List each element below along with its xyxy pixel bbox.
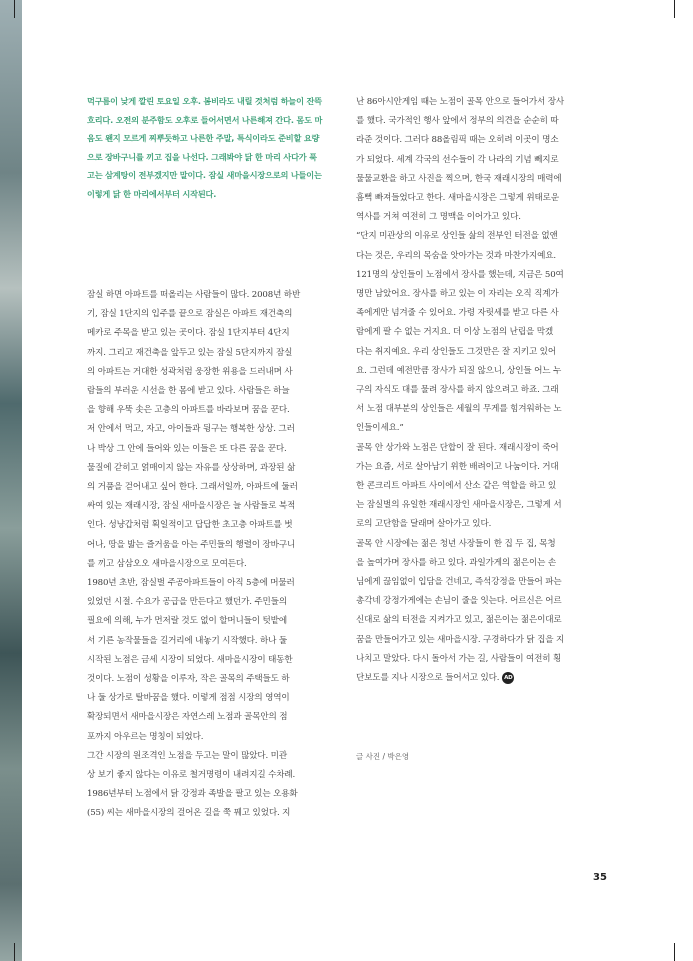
body-line: 1980년 초반, 잠실벌 주공아파트들이 아직 5층에 머물러 <box>87 578 295 589</box>
body-line: 물질에 갇히고 얽매이지 않는 자유를 상상하며, 과장된 삶 <box>87 462 296 473</box>
crop-mark-top-left <box>14 0 15 18</box>
lead-line: 으로 장바구니를 끼고 집을 나선다. 그래봐야 닭 한 마리 사다가 푹 <box>87 151 317 162</box>
body-line: 난 86아시안게임 때는 노점이 골목 안으로 들어가서 장사 <box>356 97 565 107</box>
body-line: 포까지 아우르는 명칭이 되었다. <box>87 731 204 742</box>
body-line: 구의 자식도 대를 물려 장사를 하지 않으려고 하죠. 그래 <box>356 385 559 396</box>
body-line: 신대로 삶의 터전을 지켜가고 있고, 젊은이는 젊은이대로 <box>356 615 562 626</box>
body-line: 총각네 강정가게에는 손님이 줄을 잇는다. 어르신은 어르 <box>356 596 562 607</box>
body-line: 요. 그런데 예전만큼 장사가 되질 않으니, 상인들 어느 누 <box>356 365 562 376</box>
body-line: 121명의 상인들이 노점에서 장사를 했는데, 지금은 50여 <box>356 269 564 280</box>
body-line: 한 콘크리트 아파트 사이에서 산소 같은 역할을 하고 있 <box>356 481 556 492</box>
body-line: 다는 것은, 우리의 목숨을 앗아가는 것과 마찬가지예요. <box>356 250 556 261</box>
author-credit: 글 사진 / 박은영 <box>356 752 410 761</box>
body-line: 까지. 그리고 재건축을 앞두고 있는 잠실 5단지까지 잠실 <box>87 347 293 358</box>
lead-line: 흐리다. 오전의 분주함도 오후로 들어서면서 나른해져 간다. 몸도 마 <box>87 114 323 125</box>
body-line: 을 향해 우뚝 솟은 고층의 아파트를 바라보며 꿈을 꾼다. <box>87 405 290 416</box>
body-line: 는 잠실벌의 유일한 재래시장인 새마을시장은, 그렇게 서 <box>356 500 562 511</box>
body-line: 가 되었다. 세계 각국의 선수들이 각 나라의 기념 뻬지로 <box>356 154 559 165</box>
body-line: (55) 씨는 새마을시장의 걸어온 길을 쭉 꿰고 있었다. 지 <box>87 808 291 819</box>
body-line: 흠뻑 빠져들었다고 한다. 새마을시장은 그렇게 위태로운 <box>356 193 559 204</box>
body-line: 싸여 있는 재래시장, 잠실 새마을시장은 늘 사람들로 북적 <box>87 501 296 512</box>
body-line: 나 박상 그 안에 들어와 있는 이들은 또 다른 꿈을 꾼다. <box>87 443 287 454</box>
body-line: 의 아파트는 거대한 성곽처럼 웅장한 위용을 드러내며 사 <box>87 366 293 377</box>
body-line: “단지 미관상의 이유로 상인들 삶의 전부인 터전을 없앤 <box>356 231 558 242</box>
body-line: 확장되면서 새마을시장은 자연스레 노점과 골목안의 점 <box>87 712 288 723</box>
body-line: 의 거품을 걷어내고 싶어 한다. 그래서일까, 아파트에 둘러 <box>87 482 298 493</box>
body-line: 가는 요즘, 서로 살아남기 위한 배려이고 나눔이다. 거대 <box>356 461 559 472</box>
crop-mark-bottom-left <box>14 943 15 961</box>
body-line: 람들의 부러운 시선을 한 몸에 받고 있다. 사람들은 하늘 <box>87 386 290 397</box>
body-line: 서 노점 대부분의 상인들은 세월의 무게를 힘겨워하는 노 <box>356 404 562 415</box>
lead-paragraph <box>87 92 349 204</box>
body-line: 골목 안 상가와 노점은 단합이 잘 된다. 재래시장이 죽어 <box>356 442 559 453</box>
body-line: 로의 고단함을 달래며 살아가고 있다. <box>356 519 492 530</box>
right-column <box>356 93 617 688</box>
body-line: 꿈을 만들어가고 있는 새마을시장. 구경하다가 닭 집을 지 <box>356 634 565 645</box>
body-line: 나 둘 상가로 탈바꿈을 했다. 이렇게 점점 시장의 영역이 <box>87 693 290 704</box>
body-line: 골목 안 시장에는 젊은 청년 사장들이 한 집 두 집, 목청 <box>356 538 556 549</box>
body-line: 족에게만 넘겨줄 수 있어요. 가령 자릿세를 받고 다른 사 <box>356 308 559 319</box>
left-column <box>87 286 349 824</box>
body-line: 잠실 하면 아파트를 떠올리는 사람들이 많다. 2008년 하반 <box>87 290 301 300</box>
body-line: 서 기른 농작물들을 길거리에 내놓기 시작했다. 하나 둘 <box>87 635 287 646</box>
body-line-text: 단보도를 지나 시장으로 들어서고 있다. <box>356 673 500 684</box>
body-line: 를 끼고 삼삼오오 새마을시장으로 모여든다. <box>87 558 247 569</box>
body-line: 님에게 끊임없이 입담을 건네고, 즉석강정을 만들어 파는 <box>356 577 562 588</box>
body-line: 기, 잠실 1단지의 입주를 끝으로 잠실은 아파트 재건축의 <box>87 309 293 320</box>
side-photo-strip <box>0 0 22 961</box>
crop-mark-bottom-right <box>674 943 675 961</box>
lead-line: 고는 삼계탕이 전부겠지만 말이다. 잠실 새마을시장으로의 나들이는 <box>87 170 322 181</box>
body-line: 람에게 팔 수 없는 거지요. 더 이상 노점의 난립을 막겠 <box>356 327 554 338</box>
lead-line: 음도 왠지 모르게 찌뿌듯하고 나른한 주말, 특식이라도 준비할 요량 <box>87 133 320 144</box>
body-line: 있었던 시절. 수요가 공급을 만든다고 했던가. 주민들의 <box>87 597 287 608</box>
lead-line: 먹구름이 낮게 깔린 토요일 오후. 봄비라도 내릴 것처럼 하늘이 잔뜩 <box>87 96 322 106</box>
body-line: 을 높여가며 장사를 하고 있다. 과일가게의 젊은이는 손 <box>356 557 556 568</box>
body-line: 를 했다. 국가적인 행사 앞에서 정부의 의견을 순순히 따 <box>356 116 559 127</box>
body-line: 저 안에서 먹고, 자고, 아이들과 뒹구는 행복한 상상. 그러 <box>87 424 295 435</box>
body-line: 다는 취지예요. 우리 상인들도 그것만은 잘 지키고 있어 <box>356 346 556 357</box>
body-line: 상 보기 좋지 않다는 이유로 철거명령이 내려지길 수차례. <box>87 770 296 781</box>
body-line: 나치고 말았다. 다시 돌아서 가는 길, 사람들이 여전히 횡 <box>356 653 562 664</box>
body-line: 시작된 노점은 금세 시장이 되었다. 새마을시장이 태동한 <box>87 654 293 665</box>
body-line: 메카로 주목을 받고 있는 곳이다. 잠실 1단지부터 4단지 <box>87 328 290 339</box>
body-line: 인다. 성냥갑처럼 획일적이고 답답한 초고층 아파트를 벗 <box>87 520 293 531</box>
body-line: 그간 시장의 원조격인 노점을 두고는 말이 많았다. 미관 <box>87 750 287 761</box>
body-line: 1986년부터 노점에서 닭 강정과 족발을 팔고 있는 오용화 <box>87 789 298 800</box>
lead-line: 이렇게 닭 한 마리에서부터 시작된다. <box>87 188 217 199</box>
body-line: 어나, 땅을 밟는 즐거움을 아는 주민들의 행렬이 장바구니 <box>87 539 296 550</box>
body-line: 명만 남았어요. 장사를 하고 있는 이 자리는 오직 직계가 <box>356 289 559 300</box>
body-line <box>356 669 617 688</box>
end-mark-icon: AD <box>502 672 514 684</box>
body-line: 라준 것이다. 그러다 88올림픽 때는 오히려 이곳이 명소 <box>356 135 559 146</box>
body-line: 것이다. 노점이 성황을 이루자, 작은 골목의 주택들도 하 <box>87 674 290 685</box>
page-number: 35 <box>593 872 607 883</box>
crop-mark-top-right <box>674 0 675 18</box>
body-line: 필요에 의해, 누가 먼저랄 것도 없이 할머니들이 텃밭에 <box>87 616 287 627</box>
body-line: 역사를 거쳐 여전히 그 명맥을 이어가고 있다. <box>356 212 521 223</box>
body-line: 물물교환을 하고 사진을 찍으며, 한국 재래시장의 매력에 <box>356 173 562 184</box>
body-line: 인들이세요.” <box>356 423 404 434</box>
